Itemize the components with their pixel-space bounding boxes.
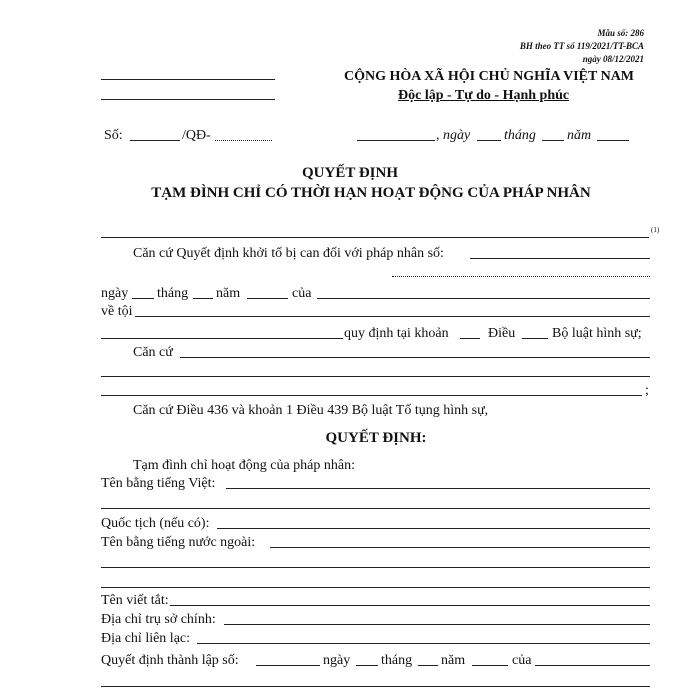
- ngay-field[interactable]: [132, 298, 154, 299]
- date-year-field[interactable]: [597, 140, 629, 141]
- ten-nuoc-ngoai-label: Tên bằng tiếng nước ngoài:: [101, 535, 256, 550]
- place-field[interactable]: [357, 140, 435, 141]
- dieu-label: Điều: [488, 326, 516, 341]
- dia-chi-lien-lac-field[interactable]: [197, 643, 650, 644]
- can-cu-qd-dots[interactable]: [392, 276, 650, 277]
- country-name: CỘNG HÒA XÃ HỘI CHỦ NGHĨA VIỆT NAM: [344, 69, 635, 84]
- ten-viet-field-2[interactable]: [101, 508, 650, 509]
- dieu-field[interactable]: [522, 338, 548, 339]
- ten-nuoc-ngoai-field-2[interactable]: [101, 567, 650, 568]
- can-cu-qd-label: Căn cứ Quyết định khởi tố bị can đối với pháp nhân số:: [133, 246, 444, 261]
- qd-thanh-lap-ngay-field[interactable]: [356, 665, 378, 666]
- form-code-line3: ngày 08/12/2021: [582, 54, 644, 64]
- date-ngay-label: , ngày: [436, 128, 471, 143]
- ngay-label: ngày: [101, 286, 129, 301]
- qd-label: /QĐ-: [182, 128, 211, 143]
- qd-thanh-lap-number-field[interactable]: [256, 665, 320, 666]
- qd-thanh-lap-nam-field[interactable]: [472, 665, 508, 666]
- quoc-tich-field[interactable]: [217, 528, 650, 529]
- ve-toi-field[interactable]: [135, 316, 650, 317]
- dia-chi-lien-lac-label: Địa chỉ liên lạc:: [101, 631, 191, 646]
- qd-suffix-field[interactable]: [215, 140, 272, 141]
- date-day-field[interactable]: [477, 140, 501, 141]
- dia-chi-tru-so-label: Địa chỉ trụ sở chính:: [101, 612, 216, 627]
- toi-danh-field[interactable]: [101, 338, 343, 339]
- qd-thanh-lap-label: Quyết định thành lập số:: [101, 653, 239, 668]
- ten-viet-tat-label: Tên viết tắt:: [101, 593, 169, 608]
- ten-viet-tat-field[interactable]: [170, 605, 650, 606]
- date-month-field[interactable]: [542, 140, 564, 141]
- cua-field[interactable]: [317, 298, 650, 299]
- quoc-tich-label: Quốc tịch (nếu có):: [101, 516, 210, 531]
- agency-line-2[interactable]: [101, 99, 275, 100]
- can-cu-semicolon: ;: [645, 383, 649, 398]
- thang-field[interactable]: [193, 298, 213, 299]
- issuer-line[interactable]: [101, 237, 649, 238]
- quy-dinh-tai-khoan-label: quy định tại khoản: [344, 326, 449, 341]
- bo-luat-label: Bộ luật hình sự;: [552, 326, 642, 341]
- ten-nuoc-ngoai-field-1[interactable]: [270, 547, 650, 548]
- quyet-dinh-heading: QUYẾT ĐỊNH:: [325, 430, 427, 446]
- form-code-line1: Mẫu số: 286: [597, 28, 644, 38]
- so-field[interactable]: [130, 140, 180, 141]
- ve-toi-label: về tội: [101, 304, 133, 319]
- title-line1: QUYẾT ĐỊNH: [302, 165, 398, 181]
- qd-thanh-lap-cua-label: của: [512, 653, 532, 668]
- title-line2: TẠM ĐÌNH CHỈ CÓ THỜI HẠN HOẠT ĐỘNG CỦA PHÁP NHÂN: [151, 185, 591, 201]
- footnote-marker: (1): [651, 226, 660, 234]
- form-code-line2: BH theo TT số 119/2021/TT-BCA: [519, 41, 644, 51]
- nam-label: năm: [216, 286, 241, 301]
- ten-viet-field-1[interactable]: [226, 488, 650, 489]
- can-cu-field-2[interactable]: [101, 376, 650, 377]
- ten-nuoc-ngoai-field-3[interactable]: [101, 587, 650, 588]
- qd-thanh-lap-thang-field[interactable]: [418, 665, 438, 666]
- tam-dinh-chi-label: Tạm đình chỉ hoạt động của pháp nhân:: [133, 458, 355, 473]
- qd-thanh-lap-nam-label: năm: [441, 653, 466, 668]
- form-code: [520, 28, 644, 65]
- bottom-field[interactable]: [101, 686, 650, 687]
- can-cu-field-3[interactable]: [101, 395, 642, 396]
- khoan-field[interactable]: [460, 338, 480, 339]
- can-cu-dieu-436: Căn cứ Điều 436 và khoản 1 Điều 439 Bộ luật Tố tụng hình sự,: [133, 403, 489, 418]
- thang-label: tháng: [157, 286, 189, 301]
- motto: Độc lập - Tự do - Hạnh phúc: [398, 88, 570, 103]
- cua-label: của: [292, 286, 312, 301]
- can-cu-field-1[interactable]: [180, 357, 650, 358]
- can-cu-qd-number-field[interactable]: [470, 258, 650, 259]
- agency-line-1[interactable]: [101, 79, 275, 80]
- qd-thanh-lap-ngay-label: ngày: [323, 653, 351, 668]
- date-nam-label: năm: [567, 128, 592, 143]
- qd-thanh-lap-thang-label: tháng: [381, 653, 413, 668]
- dia-chi-tru-so-field[interactable]: [224, 624, 650, 625]
- nam-field[interactable]: [247, 298, 288, 299]
- qd-thanh-lap-cua-field[interactable]: [535, 665, 650, 666]
- date-thang-label: tháng: [504, 128, 536, 143]
- can-cu-label: Căn cứ: [133, 345, 173, 360]
- ten-viet-label: Tên bằng tiếng Việt:: [101, 476, 216, 491]
- so-label: Số:: [104, 128, 123, 143]
